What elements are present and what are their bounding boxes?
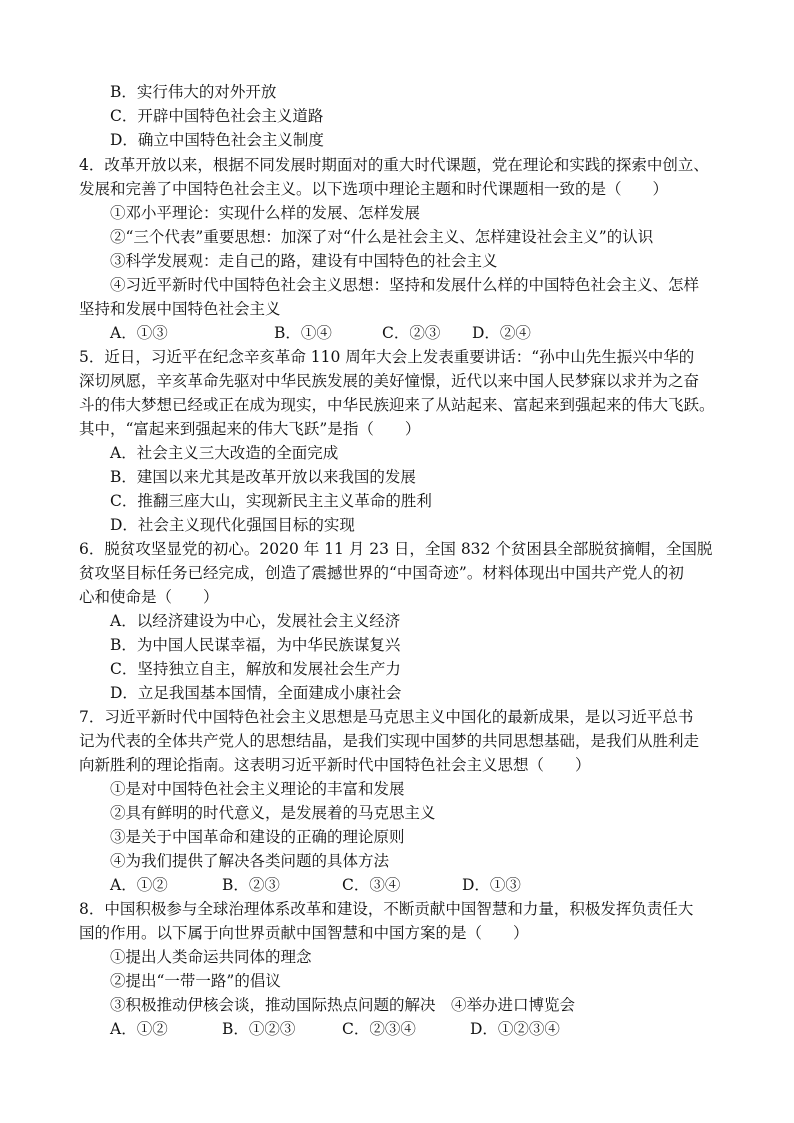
- q6-option-c: C．坚持独立自主，解放和发展社会生产力: [110, 660, 401, 678]
- q4-item-1: ①邓小平理论：实现什么样的发展、怎样发展: [110, 204, 421, 222]
- q3-option-d: D．确立中国特色社会主义制度: [110, 131, 324, 149]
- q5-stem-line-2: 深切夙愿，辛亥革命先驱对中华民族发展的美好憧憬，近代以来中国人民梦寐以求并为之奋: [79, 372, 700, 390]
- q8-stem-line-2: 国的作用。以下属于向世界贡献中国智慧和中国方案的是（ ）: [79, 924, 529, 942]
- q4-stem-line-2: 发展和完善了中国特色社会主义。以下选项中理论主题和时代课题相一致的是（ ）: [79, 180, 669, 198]
- q5-option-a: A．社会主义三大改造的全面完成: [110, 444, 339, 462]
- q5-stem-line-1: 5．近日，习近平在纪念辛亥革命 110 周年大会上发表重要讲话：“孙中山先生振兴中华的: [79, 348, 695, 366]
- q8-item-1: ①提出人类命运共同体的理念: [110, 948, 312, 966]
- q7-item-4: ④为我们提供了解决各类问题的具体方法: [110, 852, 390, 870]
- q8-stem-line-1: 8．中国积极参与全球治理体系改革和建设，不断贡献中国智慧和力量，积极发挥负责任大: [79, 900, 694, 918]
- q6-option-b: B．为中国人民谋幸福，为中华民族谋复兴: [110, 636, 401, 654]
- q7-item-1: ①是对中国特色社会主义理论的丰富和发展: [110, 780, 405, 798]
- q7-stem-line-1: 7．习近平新时代中国特色社会主义思想是马克思主义中国化的最新成果，是以习近平总书: [79, 708, 694, 726]
- q8-item-3-4: ③积极推动伊核会谈，推动国际热点问题的解决 ④举办进口博览会: [110, 996, 576, 1014]
- q8-choice-d: D．①②③④: [470, 1020, 560, 1038]
- q6-option-a: A．以经济建设为中心，发展社会主义经济: [110, 612, 401, 630]
- q7-choice-d: D．①③: [462, 876, 521, 894]
- q5-option-d: D．社会主义现代化强国目标的实现: [110, 516, 355, 534]
- q8-choice-a: A．①②: [110, 1020, 168, 1038]
- q7-stem-line-2: 记为代表的全体共产党人的思想结晶，是我们实现中国梦的共同思想基础，是我们从胜利走: [79, 732, 700, 750]
- q8-item-2: ②提出“一带一路”的倡议: [110, 972, 281, 990]
- q5-option-b: B．建国以来尤其是改革开放以来我国的发展: [110, 468, 416, 486]
- q7-choice-b: B．②③: [222, 876, 280, 894]
- q6-stem-line-3: 心和使命是（ ）: [79, 588, 219, 606]
- q4-item-4: ④习近平新时代中国特色社会主义思想：坚持和发展什么样的中国特色社会主义、怎样: [110, 276, 700, 294]
- q5-stem-line-3: 斗的伟大梦想已经或正在成为现实，中华民族迎来了从站起来、富起来到强起来的伟大飞跃。: [79, 396, 715, 414]
- q5-stem-line-4: 其中，“富起来到强起来的伟大飞跃”是指（ ）: [79, 420, 421, 438]
- q4-stem-line-1: 4．改革开放以来，根据不同发展时期面对的重大时代课题，党在理论和实践的探索中创立、: [79, 156, 709, 174]
- q6-stem-line-1: 6．脱贫攻坚显党的初心。2020 年 11 月 23 日，全国 832 个贫困县全部脱贫摘帽，全国脱: [79, 540, 713, 558]
- q7-stem-line-3: 向新胜利的理论指南。这表明习近平新时代中国特色社会主义思想（ ）: [79, 756, 591, 774]
- q5-option-c: C．推翻三座大山，实现新民主主义革命的胜利: [110, 492, 432, 510]
- q3-option-c: C．开辟中国特色社会主义道路: [110, 107, 324, 125]
- q3-option-b: B．实行伟大的对外开放: [110, 83, 277, 101]
- q7-choice-c: C．③④: [342, 876, 401, 894]
- q4-item-3: ③科学发展观：走自己的路，建设有中国特色的社会主义: [110, 252, 498, 270]
- q4-choice-b: B．①④: [274, 324, 332, 342]
- q4-choice-c: C．②③: [382, 324, 441, 342]
- q6-stem-line-2: 贫攻坚目标任务已经完成，创造了震撼世界的“中国奇迹”。材料体现出中国共产党人的初: [79, 564, 684, 582]
- q4-choice-a: A．①③: [110, 324, 168, 342]
- q7-item-2: ②具有鲜明的时代意义，是发展着的马克思主义: [110, 804, 436, 822]
- q4-item-4-cont: 坚持和发展中国特色社会主义: [79, 300, 281, 318]
- q4-item-2: ②“三个代表”重要思想：加深了对“什么是社会主义、怎样建设社会主义”的认识: [110, 228, 654, 246]
- q8-choice-b: B．①②③: [222, 1020, 296, 1038]
- q7-choice-a: A．①②: [110, 876, 168, 894]
- q8-choice-c: C．②③④: [342, 1020, 416, 1038]
- q4-choice-d: D．②④: [472, 324, 531, 342]
- q7-item-3: ③是关于中国革命和建设的正确的理论原则: [110, 828, 405, 846]
- q6-option-d: D．立足我国基本国情，全面建成小康社会: [110, 684, 402, 702]
